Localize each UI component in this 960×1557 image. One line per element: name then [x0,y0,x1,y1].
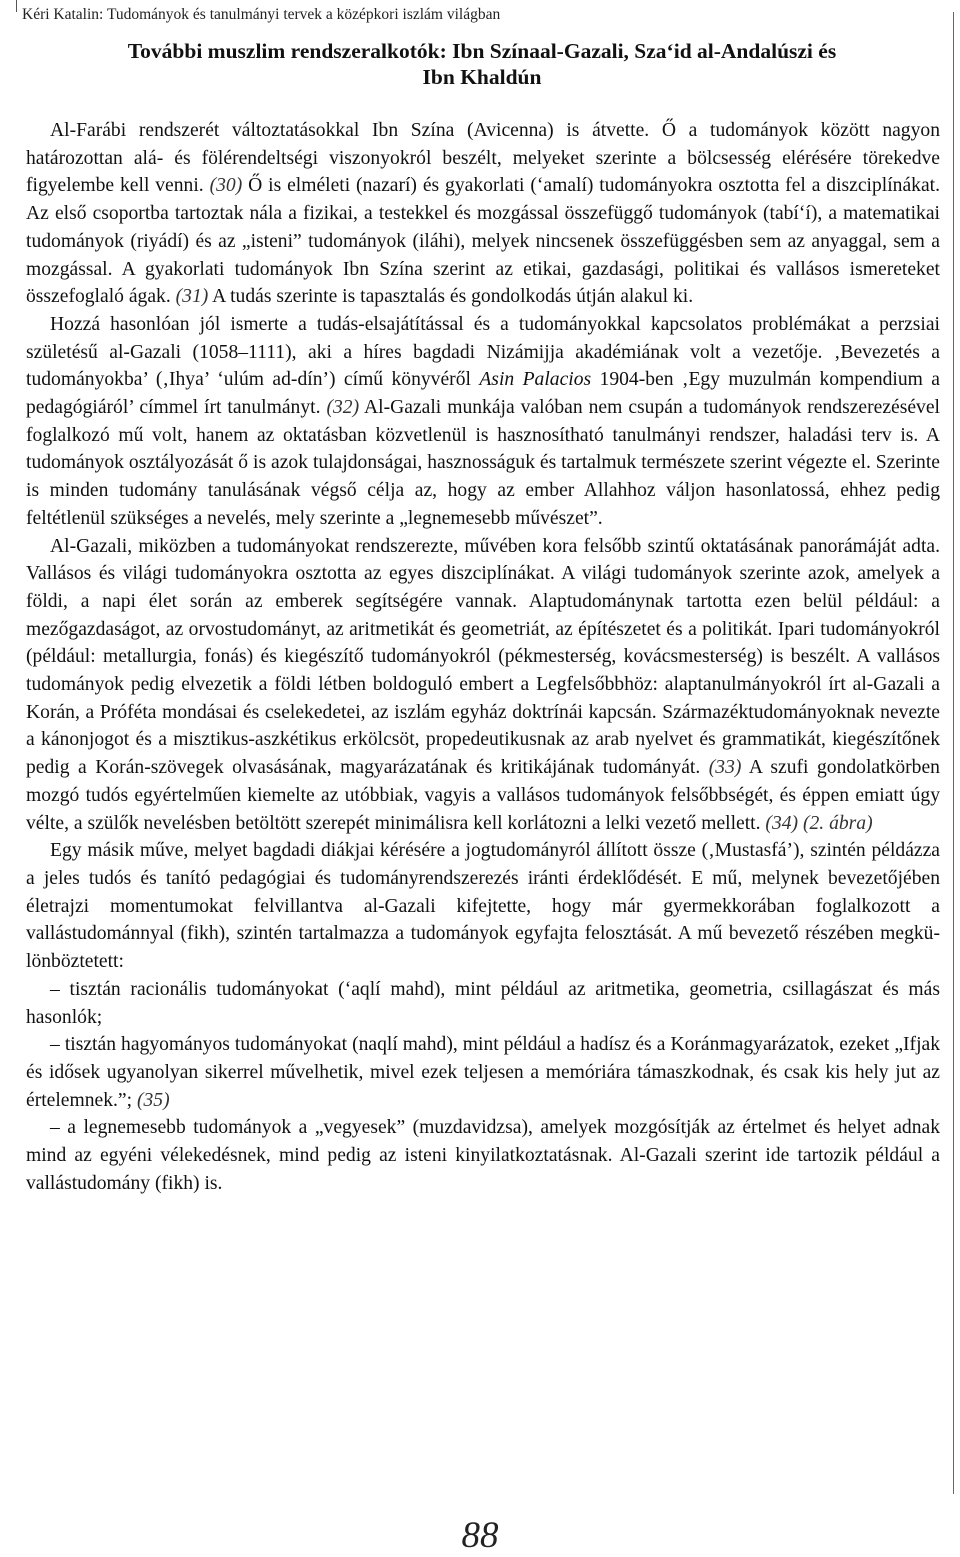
text-span: Ő is elméleti (nazarí) és gyakorlati (‘amalí) tudományokra osztotta fel a diszciplínákat. Az első csoportba tartoztak nála a fizikai, a testekkel és mozgással összefüggő tudományok (tabí‘í), a matematikai tudományok (riyádí) és az „isteni” tudományok (iláhi), melyek nincsenek összefüggésben sem az anyaggal, sem a mozgással. A gyakorlati tudományok Ibn Szína szerint az etikai, gazdasági, politikai és vallásos ismereteket összefoglaló ágak. [26,175,940,308]
list-item-rational: – tisztán racionális tudományokat (‘aqlí mahd), mint például az aritmetika, geometria, csillagászat és más hasonlók; [26,978,940,1028]
text-span: 1904-ben ‚Egy muzulmán kompendium a pedagógiáról’ címmel írt tanulmányt. [26,369,940,419]
text-span: A szufi gondolatkörben mozgó tudós egyértelműen kiemelte az utóbbiak, vagyis a vallásos tudományok felsőbbségét, és éppen emiatt úgy vélte, a szülők nevelésben betöltött szerepét minimálisra kell korlátozni a lelki vezető mellett. [26,757,940,834]
article-body [26,117,940,1197]
citation-30: (30) [209,175,243,197]
list-item-traditional [26,1031,940,1114]
text-span: – tisztán hagyományos tudományokat (naqlí mahd), mint például a hadísz és a Koránmagyarázatok, ezeket „Ifjak és idősek ugyanolyan sikerrel művelhetik, mivel ezek teljesen a memóriára támaszkodnak, és csak kis hely jut az értelemnek.”; [26,1034,940,1111]
citation-35: (35) [136,1089,170,1111]
page-number: 88 [461,1515,499,1556]
paragraph-mustasfa: Egy másik műve, melyet bagdadi diákjai kérésére a jogtudományról állított össze (‚Mustasfá’), szintén példázza a jeles tudós és tanító pedagógiai és tudományrendszerezés iránti érdeklődését. E mű, melynek bevezetőjében életrajzi momentumokat felvillantva al-Gazali kifejtette, hogy már gyermekkorában foglalkozott a vallástudománnyal (fikh), szintén tartalmazza a tudományok egyfajta felosztását. A mű bevezető részében megkülönböztetett: [26,840,940,973]
list-item-mixed: – a legnemesebb tudományok a „vegyesek” (muzdavidzsa), amelyek mozgósítják az értelmet és helyet adnak mind az egyéni vélekedésnek, mind pedig az isteni kinyilatkoztatásnak. Al-Gazali szerint ide tartozik például a vallástudomány (fikh) is. [26,1117,940,1194]
text-span: Al-Gazali munkája valóban nem csupán a tudományok rendszerezésével foglalkozó mű volt, hanem az oktatásban közvetlenül is hasznosítható tanulmányi rendszer, haladási terv is. A tudományok osztályozását ő is azok tulajdonságai, hasznosságuk és tartalmuk természete szerint végezte el. Szerinte is minden tudomány tanulásának végső célja az, hogy az ember Allahhoz váljon hasonlatossá, ehhez pedig feltétlenül szükséges a nevelés, mely szerinte a „legnemesebb művészet”. [26,397,940,529]
section-title [22,38,942,90]
author-name-italic: Asin Palacios [479,369,592,391]
section-title-line-2: Ibn Khaldún [422,65,542,89]
text-span: Al-Gazali, miközben a tudományokat rendszerezte, művében kora felsőbb szintű oktatásának panorámáját adta. Vallásos és világi tudományokra osztotta az egyes diszciplínákat. A világi tudományok szerinte azok, amelyek a földi, a napi élet során az emberek segítségére vannak. Alaptudománynak tartotta ezen belül például: a mezőgazdaságot, az orvostudományt, az aritmetikát és geometriát, az építészetet és a politikát. Ipari tudományokról (például: metallurgia, fonás) és kiegészítő tudományokról (pékmesterség, kovácsmesterség) is beszélt. A vallásos tudományok pedig elvezetik a földi létben boldoguló embert a Legfelsőbbhöz: alaptanulmányokról írt al-Gazali a Korán, a Próféta mondásai és cselekedetei, az iszlám egyház doktrínái kapcsán. Származéktudományoknak nevezte a kánonjogot és a misztikus-aszkétikus erkölcsöt, propedeutikusnak az arab nyelvet és grammatikát, kiegészítőnek pedig a Korán-szövegek olvasásának, magyarázatának és kritikájának tudományát. [26,535,940,779]
running-header: Kéri Katalin: Tudományok és tanulmányi tervek a középkori iszlám világban [22,6,501,23]
text-span: A tudás szerinte is tapasztalás és gondolkodás útján alakul ki. [212,286,694,308]
citation-33: (33) [708,757,742,779]
paragraph-ibn-szina [26,117,940,311]
paragraph-panorama [26,533,940,838]
citation-34: (34) (2. ábra) [765,812,873,834]
citation-31: (31) [175,286,209,308]
paragraph-al-gazali [26,311,940,533]
text-span: Hozzá hasonlóan jól ismerte a tudás-elsajátítással és a tudományokkal kapcsolatos problémákat a perzsiai születésű al-Gazali (1058–1111), aki a híres bagdadi Nizámijja akadémiának volt a vezetője. ‚Bevezetés a tudományokba’ (‚Ihya’ ‘ulúm ad-dín’) című könyvéről [26,313,940,391]
top-rule [16,0,17,12]
section-title-line-1: További muszlim rendszeralkotók: Ibn Színaal-Gazali, Sza‘id al-Andalúszi és [127,39,837,63]
text-span: Al-Farábi rendszerét változtatásokkal Ibn Szína (Avicenna) is átvette. Ő a tudományok között nagyon határozottan alá- és fölérendeltségi viszonyokról beszélt, melyeket szerinte a bölcsesség elérésére törekedve figyelembe kell venni. [26,120,940,197]
citation-32: (32) [326,397,360,419]
right-margin-rule [953,12,954,1494]
